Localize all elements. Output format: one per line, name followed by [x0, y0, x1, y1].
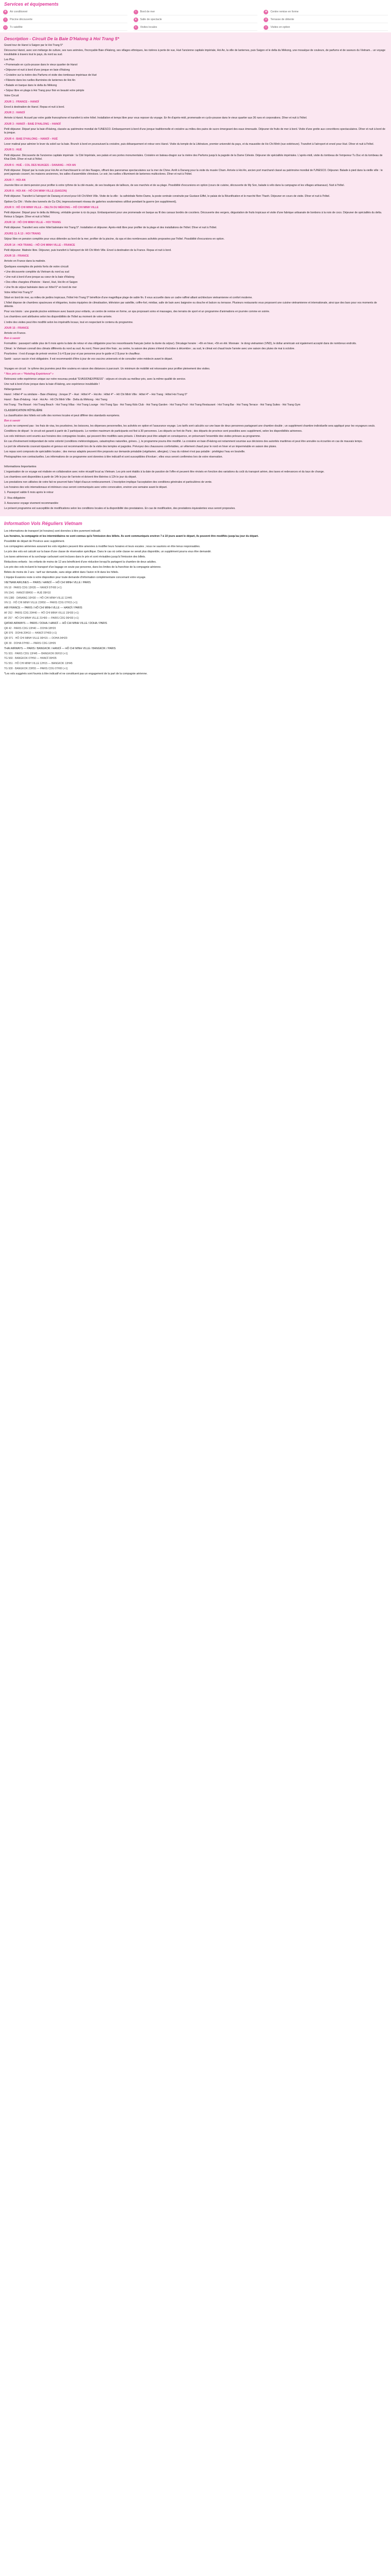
service-label: Tv satellite — [10, 25, 23, 29]
paragraph: 1. Passeport valide 6 mois après le retour — [4, 491, 54, 495]
day-heading: JOUR 15 : FRANCE — [4, 255, 29, 258]
paragraph: Hoi Trang : The Resort · Hoi Trang Beach · Hoi Trang Villas · Hoi Trang Lounge · Hoi Trang Spa · Hoi Trang Kids Club · Hoi Trang Garden · Hoi Trang Pool · Hoi Trang Restaurant · Hoi Trang Bar · Hoi Trang Terrace · Hoi Trang Suites · Hoi Trang Gym — [4, 403, 301, 407]
paragraph: Petit déjeuner. Départ par la route pour Hoi An en franchissant le col des Nuages, offrant des panoramas spectaculaires sur la mer de Chine. Arrêt à Danang pour la visite du musée Cham. Arrivée à Hoi An, ancien port marchand classé au patrimoine mondial de l'UNESCO. Déjeuner. Balade à pied dans la vieille ville : le pont japonais couvert, les maisons anciennes, les salles d'assemblée chinoises. Le soir, les ruelles s'illuminent de lanternes multicolores. Dîner et nuit à l'hôtel. — [4, 168, 383, 176]
paragraph: Les compagnies aériennes assurant les vols réguliers peuvent être amenées à modifier leurs horaires et leurs escales ; nous ne saurions en être tenus responsables. — [4, 545, 201, 548]
paragraph: Santé : aucun vaccin n'est obligatoire. Il est recommandé d'être à jour de vos vaccins universels et de consulter votre médecin avant le départ. — [4, 358, 173, 361]
paragraph: Envol à destination de Hanoï. Repas et nuit à bord. — [4, 105, 65, 109]
paragraph: Le prix ne comprend pas : les frais de visa, les pourboires, les boissons, les dépenses personnelles, les activités en option et l'assurance voyage. Les tarifs sont calculés sur une base de deux personnes partageant une chambre double ; un supplément chambre individuelle sera appliqué pour les voyageurs seuls. — [4, 425, 376, 428]
highlight-heading: * Nos prix en « *Hoteling Expérience* » — [4, 372, 54, 376]
paragraph: VN 18 · PARIS CDG 13H35 — HANOÏ 07H00 (+1) — [4, 586, 62, 589]
service-item — [264, 9, 388, 15]
paragraph: Petit déjeuner. Départ pour la baie d'Halong, classée au patrimoine mondial de l'UNESCO. Embarquement à bord d'une jonque traditionnelle et croisière au milieu des pains de sucre émergeant des eaux émeraude. Déjeuner de fruits de mer à bord. Visite d'une grotte aux concrétions spectaculaires. Dîner et nuit à bord de la jonque. — [4, 127, 385, 135]
paragraph: Lever matinal pour admirer le lever du soleil sur la baie. Brunch à bord en poursuivant la croisière, puis débarquement et retour vers Hanoï. Visite du temple de la Littérature, premier université du pays, et du mausolée de Ho Chi Minh (vue extérieure). Transfert à l'aéroport et envol pour Hué. Dîner et nuit à l'hôtel. — [4, 142, 374, 146]
service-label: Visites locales — [140, 25, 157, 29]
service-label: Centre remise en forme — [270, 10, 299, 13]
day-heading: JOUR 5 : HUÉ — [4, 148, 22, 152]
paragraph: • Une fin de séjour balnéaire dans un hôtel 5* en bord de mer — [4, 285, 77, 289]
page — [0, 0, 391, 683]
paragraph: Séjour libre en pension complète pour vous détendre au bord de la mer, profiter de la piscine, du spa et des nombreuses activités proposées par l'hôtel. Possibilité d'excursions en option. — [4, 238, 225, 241]
paragraph: 2. Visa obligatoire — [4, 496, 26, 500]
paragraph: Les informations de transport (et horaires) sont données à titre purement indicatif. — [4, 529, 101, 533]
service-label: Salle de spectacle — [140, 18, 162, 21]
paragraph: Les horaires, la compagnie et les intermédiaires ne sont connus qu'à l'émission des billets. Ils sont communiqués environ 7 à 10 jours avant le départ, ils peuvent être modifiés jusqu'au jour du départ. — [4, 534, 259, 538]
paragraph: *Les vols suggérés sont fournis à titre indicatif et ne constituent pas un engagement de la part de la compagnie aérienne. — [4, 672, 148, 675]
flight-info-section — [0, 516, 391, 683]
paragraph: La classification des hôtels est celle des normes locales et peut différer des standards européens. — [4, 414, 120, 418]
paragraph: Petit déjeuner. Matinée libre. Déjeuner, puis transfert à l'aéroport de Hô Chi Minh Ville. Envol à destination de la France. Repas et nuit à bord. — [4, 248, 172, 252]
pool-icon: ≈ — [3, 18, 8, 22]
paragraph: QR 39 · DOHA 07H50 — PARIS CDG 13H05 — [4, 641, 56, 645]
services-grid — [3, 9, 388, 31]
snowflake-icon: ❄ — [3, 10, 8, 14]
description-section — [0, 32, 391, 516]
paragraph: Les chambres sont attribuées selon les disponibilités de l'hôtel au moment de votre arrivée. — [4, 315, 112, 319]
paragraph: Hanoï · Baie d'Halong · Hué · Hoi An · Hô Chi Minh Ville · Delta du Mékong · Hoi Trang — [4, 398, 107, 402]
paragraph: Réductions enfants : les enfants de moins de 12 ans bénéficient d'une réduction lorsqu'ils partagent la chambre de deux adultes. — [4, 560, 157, 564]
tv-icon: ▭ — [3, 25, 8, 30]
day-heading: JOUR 10 : HÔ CHI MINH VILLE – HOI TRANG — [4, 221, 61, 225]
paragraph: THAI AIRWAYS — PARIS / BANGKOK / HANOÏ — HÔ CHI MINH VILLE / BANGKOK / PARIS — [4, 647, 116, 650]
highlight-heading: Bon à savoir — [4, 419, 21, 423]
paragraph: Les taxes aériennes et la surcharge carburant sont incluses dans le prix et sont révisables jusqu'à l'émission des billets. — [4, 555, 146, 558]
paragraph: Les chambres sont disponibles à partir de 14h le jour de l'arrivée et doivent être libérées à 12h le jour du départ. — [4, 476, 137, 479]
service-label: Piscine découverte — [10, 18, 32, 21]
day-heading: JOUR 7 : HOI AN — [4, 178, 26, 182]
day-heading: JOUR 15 : FRANCE — [4, 327, 29, 330]
paragraph: VIETNAM AIRLINES — PARIS / HANOÏ — HÔ CHI MINH VILLE / PARIS — [4, 581, 91, 584]
paragraph: QR 42 · PARIS CDG 10H40 — DOHA 18H20 — [4, 626, 56, 630]
day-heading: JOUR 4 : BAIE D'HALONG – HANOÏ – HUÉ — [4, 137, 58, 141]
paragraph: Petit déjeuner. Transfert à l'aéroport de Danang et envol pour Hô Chi Minh Ville. Visite de la ville : la cathédrale Notre-Dame, la poste centrale construite par Gustave Eiffel, le palais de la Réunification et le marché Ben Thanh. Déjeuner en cours de visite. Dîner et nuit à l'hôtel. — [4, 195, 330, 198]
day-heading: JOUR 2 : HANOÏ — [4, 111, 25, 115]
paragraph: Bébés de moins de 2 ans : tarif sur demande, sans siège attitré dans l'avion ni lit dans les hôtels. — [4, 570, 119, 574]
day-heading: JOUR 6 : HUÉ – COL DES NUAGES – DANANG – HOI AN — [4, 163, 76, 167]
service-item — [134, 17, 258, 23]
paragraph: VN 11 · HÔ CHI MINH VILLE 23H50 — PARIS CDG 07H15 (+1) — [4, 601, 78, 605]
sub-heading: Quelques exemples de points forts de votre circuit — [4, 265, 69, 268]
highlight-heading: Bon à savoir — [4, 337, 21, 341]
paragraph: Arrivée en France. — [4, 332, 26, 335]
service-item — [264, 17, 388, 23]
paragraph: Pour vos loisirs : une grande piscine extérieure avec bassin pour enfants, un centre de remise en forme, un spa proposant soins et massages, des terrains de sport et un programme d'animations en journée comme en soirée. — [4, 310, 270, 314]
day-heading: JOUR 9 : HÔ CHI MINH VILLE – DELTA DU MÉKONG – HÔ CHI MINH VILLE — [4, 206, 99, 210]
paragraph: Le prix des vols est calculé sur la base d'une classe de réservation spécifique. Dans le cas où cette classe ne serait plus disponible, un supplément pourra vous être demandé. — [4, 550, 211, 553]
paragraph: Grand tour de Hanoï à Saigon par le Hoi Trang 5* — [4, 44, 63, 47]
spacer — [4, 363, 387, 366]
paragraph: • Croisière sur la rivière des Parfums et visite des tombeaux impériaux de Hué — [4, 74, 97, 77]
paragraph: Journée libre en demi-pension pour profiter à votre rythme de la cité-musée, de ses boutiques de tailleurs, de ses marchés et de sa plage. Possibilité d'excursions en option (cours de cuisine, découverte de My Son, balade à vélo dans la campagne et les villages artisanaux). Nuit à l'hôtel. — [4, 183, 345, 187]
paragraph: Situé en bord de mer, au milieu de jardins tropicaux, l'hôtel Hoi Trang 5* bénéficie d'une magnifique plage de sable fin. Il vous accueille dans un cadre raffiné alliant architecture vietnamienne et confort moderne. — [4, 296, 253, 299]
paragraph: Possibilité de départ de Province avec supplément. — [4, 539, 65, 543]
paragraph: Arrivée à Hanoï. Accueil par votre guide francophone et transfert à votre hôtel. Installation et temps libre pour vous reposer du voyage. En fin d'après-midi, promenade en cyclo-pousse dans le vieux quartier aux 36 rues et corporations. Dîner et nuit à l'hôtel. — [4, 116, 307, 120]
paragraph: • Une nuit à bord d'une jonque au cœur de la baie d'Halong — [4, 275, 75, 279]
service-item — [3, 25, 127, 31]
theater-icon: ★ — [134, 18, 138, 22]
paragraph: Votre Circuit — [4, 94, 19, 98]
sub-heading: Informations Importantes — [4, 465, 37, 469]
sub-heading: CLASSIFICATION HÔTELIÈRE — [4, 409, 43, 413]
wave-icon: ≈ — [134, 10, 138, 14]
flight-info-title: Information Vols Réguliers Vietnam — [4, 520, 83, 526]
paragraph: Petit déjeuner. Transfert vers votre hôtel balnéaire Hoi Trang 5*. Installation et déjeuner. Après-midi libre pour profiter de la plage et des installations de l'hôtel. Dîner et nuit à l'hôtel. — [4, 226, 217, 230]
paragraph: AF 257 · HÔ CHI MINH VILLE 21H00 — PARIS CDG 06H30 (+1) — [4, 616, 79, 620]
service-label: Terrasse de détente — [270, 18, 295, 21]
paragraph: Pourboires : il est d'usage de prévoir environ 3 à 4 $ par jour et par personne pour le guide et 2 $ pour le chauffeur. — [4, 352, 140, 356]
paragraph: Le port de vêtements couvrant épaules et genoux est recommandé lors de la visite des temples et pagodes. Prévoyez des chaussures confortables, un vêtement chaud pour le nord en hiver et un imperméable en saison des pluies. — [4, 445, 277, 449]
paragraph: QATAR AIRWAYS — PARIS / DOHA / HANOÏ — HÔ CHI MINH VILLE / DOHA / PARIS — [4, 621, 107, 625]
paragraph: Votre Hôtel Hoi Trang 5* — [4, 291, 33, 294]
paragraph: L'organisation de ce voyage est réalisée en collaboration avec notre réceptif local au Vietnam. Les prix sont établis à la date de parution de l'offre et peuvent être révisés en fonction des variations du coût du transport aérien, des taxes et redevances et du taux de change. — [4, 470, 324, 474]
day-heading: JOUR 14 : HOI TRANG – HÔ CHI MINH VILLE – FRANCE — [4, 243, 75, 247]
services-title: Services et équipements — [4, 2, 59, 7]
paragraph: Le présent programme est susceptible de modifications selon les conditions locales et la disponibilité des prestataires. En cas de modification, des prestations équivalentes vous seront proposées. — [4, 506, 236, 510]
paragraph: Une nuit à bord d'une jonque dans la baie d'Halong, une expérience inoubliable ! — [4, 382, 100, 386]
paragraph: Retrouvez cette expérience unique sur notre nouveau produit "EVASIONEXPRESS" : séjours et circuits au meilleur prix, avec la même qualité de service. — [4, 377, 186, 381]
paragraph: • Séjour libre en plage à Hoi Trang pour finir en beauté votre périple — [4, 89, 85, 93]
service-label: Bord de mer — [140, 10, 155, 13]
paragraph: TG 551 · HÔ CHI MINH VILLE 12H15 — BANGKOK 13H45 — [4, 662, 73, 666]
paragraph: Photographies non contractuelles. Les informations de ce programme sont données à titre indicatif et sont susceptibles d'évoluer ; elles vous seront confirmées lors de votre réservation. — [4, 455, 223, 459]
paragraph: En cas d'événement indépendant de notre volonté (conditions météorologiques, catastrophes naturelles, grèves...), le programme pourra être modifié. La croisière en baie d'Halong est notamment soumise aux décisions des autorités maritimes et peut être annulée ou écourtée en cas de mauvais temps. — [4, 440, 363, 444]
paragraph: TG 931 · PARIS CDG 13H45 — BANGKOK 06H10 (+1) — [4, 652, 68, 655]
plus-icon: + — [264, 25, 268, 30]
flight-info-body — [4, 530, 387, 676]
paragraph: VN 1541 · HANOÏ 08H00 — HUÉ 09H10 — [4, 591, 51, 595]
paragraph: L'hôtel dispose de chambres spacieuses et élégantes, toutes équipées de climatisation, télévision par satellite, coffre-fort, minibar, salle de bain avec baignoire ou douche et balcon ou terrasse. Plusieurs restaurants vous proposent une cuisine vietnamienne et internationale, ainsi que des bars pour vos moments de détente. — [4, 301, 377, 309]
day-heading: JOUR 3 : HANOÏ – BAIE D'HALONG – HANOÏ — [4, 122, 61, 126]
service-item — [134, 9, 258, 15]
paragraph: • Une découverte complète du Vietnam du nord au sud — [4, 270, 70, 274]
paragraph: TG 930 · BANGKOK 23H55 — PARIS CDG 07H00 (+1) — [4, 667, 68, 670]
paragraph: Formalités : passeport valide plus de 6 mois après la date de retour et visa obligatoire pour les ressortissants français (selon la durée du séjour). Décalage horaire : +6h en hiver, +5h en été. Monnaie : le dong vietnamien (VND), le dollar américain est également accepté dans de nombreux endroits. — [4, 342, 357, 346]
paragraph: Petit déjeuner. Départ pour le delta du Mékong, véritable grenier à riz du pays. Embarquement pour une promenade en barque au fil des canaux bordés de cocotiers. Découverte des vergers, dégustation de fruits tropicaux et visite d'une fabrique artisanale de bonbons à la noix de coco. Déjeuner de spécialités du delta. Retour à Saigon. Dîner et nuit à l'hôtel. — [4, 211, 382, 218]
paragraph: • Balade en barque dans le delta du Mékong — [4, 84, 57, 88]
paragraph: Les prestations non utilisées de votre fait ne pourront faire l'objet d'aucun remboursement. L'inscription implique l'acceptation des conditions générales et particulières de vente. — [4, 481, 213, 484]
description-body — [4, 44, 387, 511]
paragraph: Les vols intérieurs sont soumis aux horaires des compagnies locales, qui peuvent être modifiés sans préavis. L'itinéraire peut être adapté en conséquence, en préservant l'ensemble des visites prévues au programme. — [4, 435, 261, 438]
paragraph: • Déjeuner et nuit à bord d'une jonque en baie d'Halong — [4, 69, 70, 72]
paragraph: Les Plus — [4, 58, 14, 61]
paragraph: Découvrez Hanoï, avec son mélange de culture, ses rues animées, l'incroyable Baie d'Halong, ses villages ethniques, les rizières à perte de vue, Hué l'ancienne capitale impériale, Hoi An, la ville de lanternes, puis Saigon et le delta du Mékong, une mosaïque de couleurs, de parfums et de saveurs du Vietnam... un voyage inoubliable à travers tout le pays, du nord au sud. — [4, 49, 386, 56]
paragraph: • Des villes chargées d'histoire : Hanoï, Hué, Hoi An et Saigon — [4, 280, 78, 284]
paragraph: AIR FRANCE — PARIS / HÔ CHI MINH VILLE — HANOÏ / PARIS — [4, 606, 83, 609]
dumbbell-icon: ✚ — [264, 10, 268, 14]
paragraph: VN 1380 · DANANG 10H30 — HÔ CHI MINH VILLE 11H45 — [4, 596, 72, 600]
paragraph: Voyages en circuit : le rythme des journées peut être soutenu en raison des distances à parcourir. Un minimum de mobilité est nécessaire pour profiter pleinement des visites. — [4, 367, 210, 370]
service-item — [134, 25, 258, 31]
day-heading: JOUR 8 : HOI AN – HÔ CHI MINH VILLE (SAIGON) — [4, 190, 67, 193]
services-section — [0, 0, 391, 32]
paragraph: Arrivée en France dans la matinée. — [4, 260, 46, 263]
paragraph: Hanoï : Hôtel 4* ou similaire – Baie d'Halong : Jonque 3* – Hué : Hôtel 4* – Hoi An : Hôtel 4* – Hô Chi Minh Ville : Hôtel 4* – Hoi Trang : Hôtel Hoi Trang 5* — [4, 393, 187, 397]
paragraph: Les repas sont composés de spécialités locales ; des menus adaptés peuvent être proposés sur demande préalable (végétarien, allergies). L'eau du robinet n'est pas potable : privilégiez l'eau en bouteille. — [4, 450, 246, 454]
paragraph: L'équipe Evasions reste à votre disposition pour toute demande d'information complémentaire concernant votre voyage. — [4, 575, 146, 579]
service-item — [3, 17, 127, 23]
service-item — [3, 9, 127, 15]
paragraph: L'ordre des visites peut être modifié selon les impératifs locaux, tout en respectant le contenu du programme. — [4, 320, 134, 324]
service-label: Air conditionné — [10, 10, 28, 13]
map-icon: ⌖ — [134, 25, 138, 30]
paragraph: AF 252 · PARIS CDG 20H40 — HÔ CHI MINH VILLE 15H30 (+1) — [4, 612, 79, 615]
paragraph: QR 976 · DOHA 20H10 — HANOÏ 07H00 (+1) — [4, 632, 57, 635]
description-title: Description - Circuit De la Baie D'Halong à Hoi Trang 5* — [4, 36, 119, 42]
spacer — [4, 461, 387, 464]
paragraph: Les prix des vols incluent le transport d'un bagage en soute par personne, dans les limites de la franchise de la compagnie aérienne. — [4, 565, 161, 569]
day-heading: JOURS 11 À 13 : HOI TRANG — [4, 232, 41, 235]
service-label: Visites en option — [270, 25, 290, 29]
paragraph: • Promenade en cyclo-pousse dans le vieux quartier de Hanoï — [4, 63, 78, 66]
paragraph: TG 560 · BANGKOK 07H50 — HANOÏ 09H35 — [4, 657, 57, 660]
paragraph: Petit déjeuner. Découverte de l'ancienne capitale impériale : la Cité Impériale, ses palais et ses portes monumentales. Croisière en bateau-dragon sur la rivière des Parfums jusqu'à la pagode de la Dame Céleste. Déjeuner de spécialités impériales. L'après-midi, visite du tombeau de l'empereur Tu Duc et du tombeau de Khai Dinh. Dîner et nuit à l'hôtel. — [4, 154, 383, 161]
paragraph: QR 971 · HÔ CHI MINH VILLE 00H15 — DOHA 04H20 — [4, 637, 68, 640]
sub-heading: Option Cu Chi : Visite des tunnels de Cu Chi, impressionnant réseau de galeries souterraines utilisé pendant la guerre (en supplément). — [4, 200, 177, 204]
sub-heading: Hébergement — [4, 388, 22, 392]
service-item — [264, 25, 388, 31]
day-heading: JOUR 1 : FRANCE – HANOÏ — [4, 100, 39, 104]
terrace-icon: ☀ — [264, 18, 268, 22]
paragraph: • Flânerie dans les ruelles illuminées de lanternes de Hoi An — [4, 79, 75, 82]
paragraph: Les horaires des vols internationaux et intérieurs vous seront communiqués avec votre convocation, environ une semaine avant le départ. — [4, 486, 168, 489]
paragraph: Climat : le Vietnam connaît des climats différents du nord au sud. Au nord, l'hiver peut être frais ; au centre, la saison des pluies s'étend d'octobre à décembre ; au sud, le climat est chaud toute l'année avec une saison des pluies de mai à octobre. — [4, 347, 295, 351]
paragraph: Conditions de départ : le circuit est garanti à partir de 2 participants. Le nombre maximum de participants est fixé à 30 personnes. Les départs se font de Paris ; des départs de province sont possibles avec supplément, selon les disponibilités aériennes. — [4, 430, 303, 433]
paragraph: 3. Assurance voyage vivement recommandée — [4, 501, 58, 505]
